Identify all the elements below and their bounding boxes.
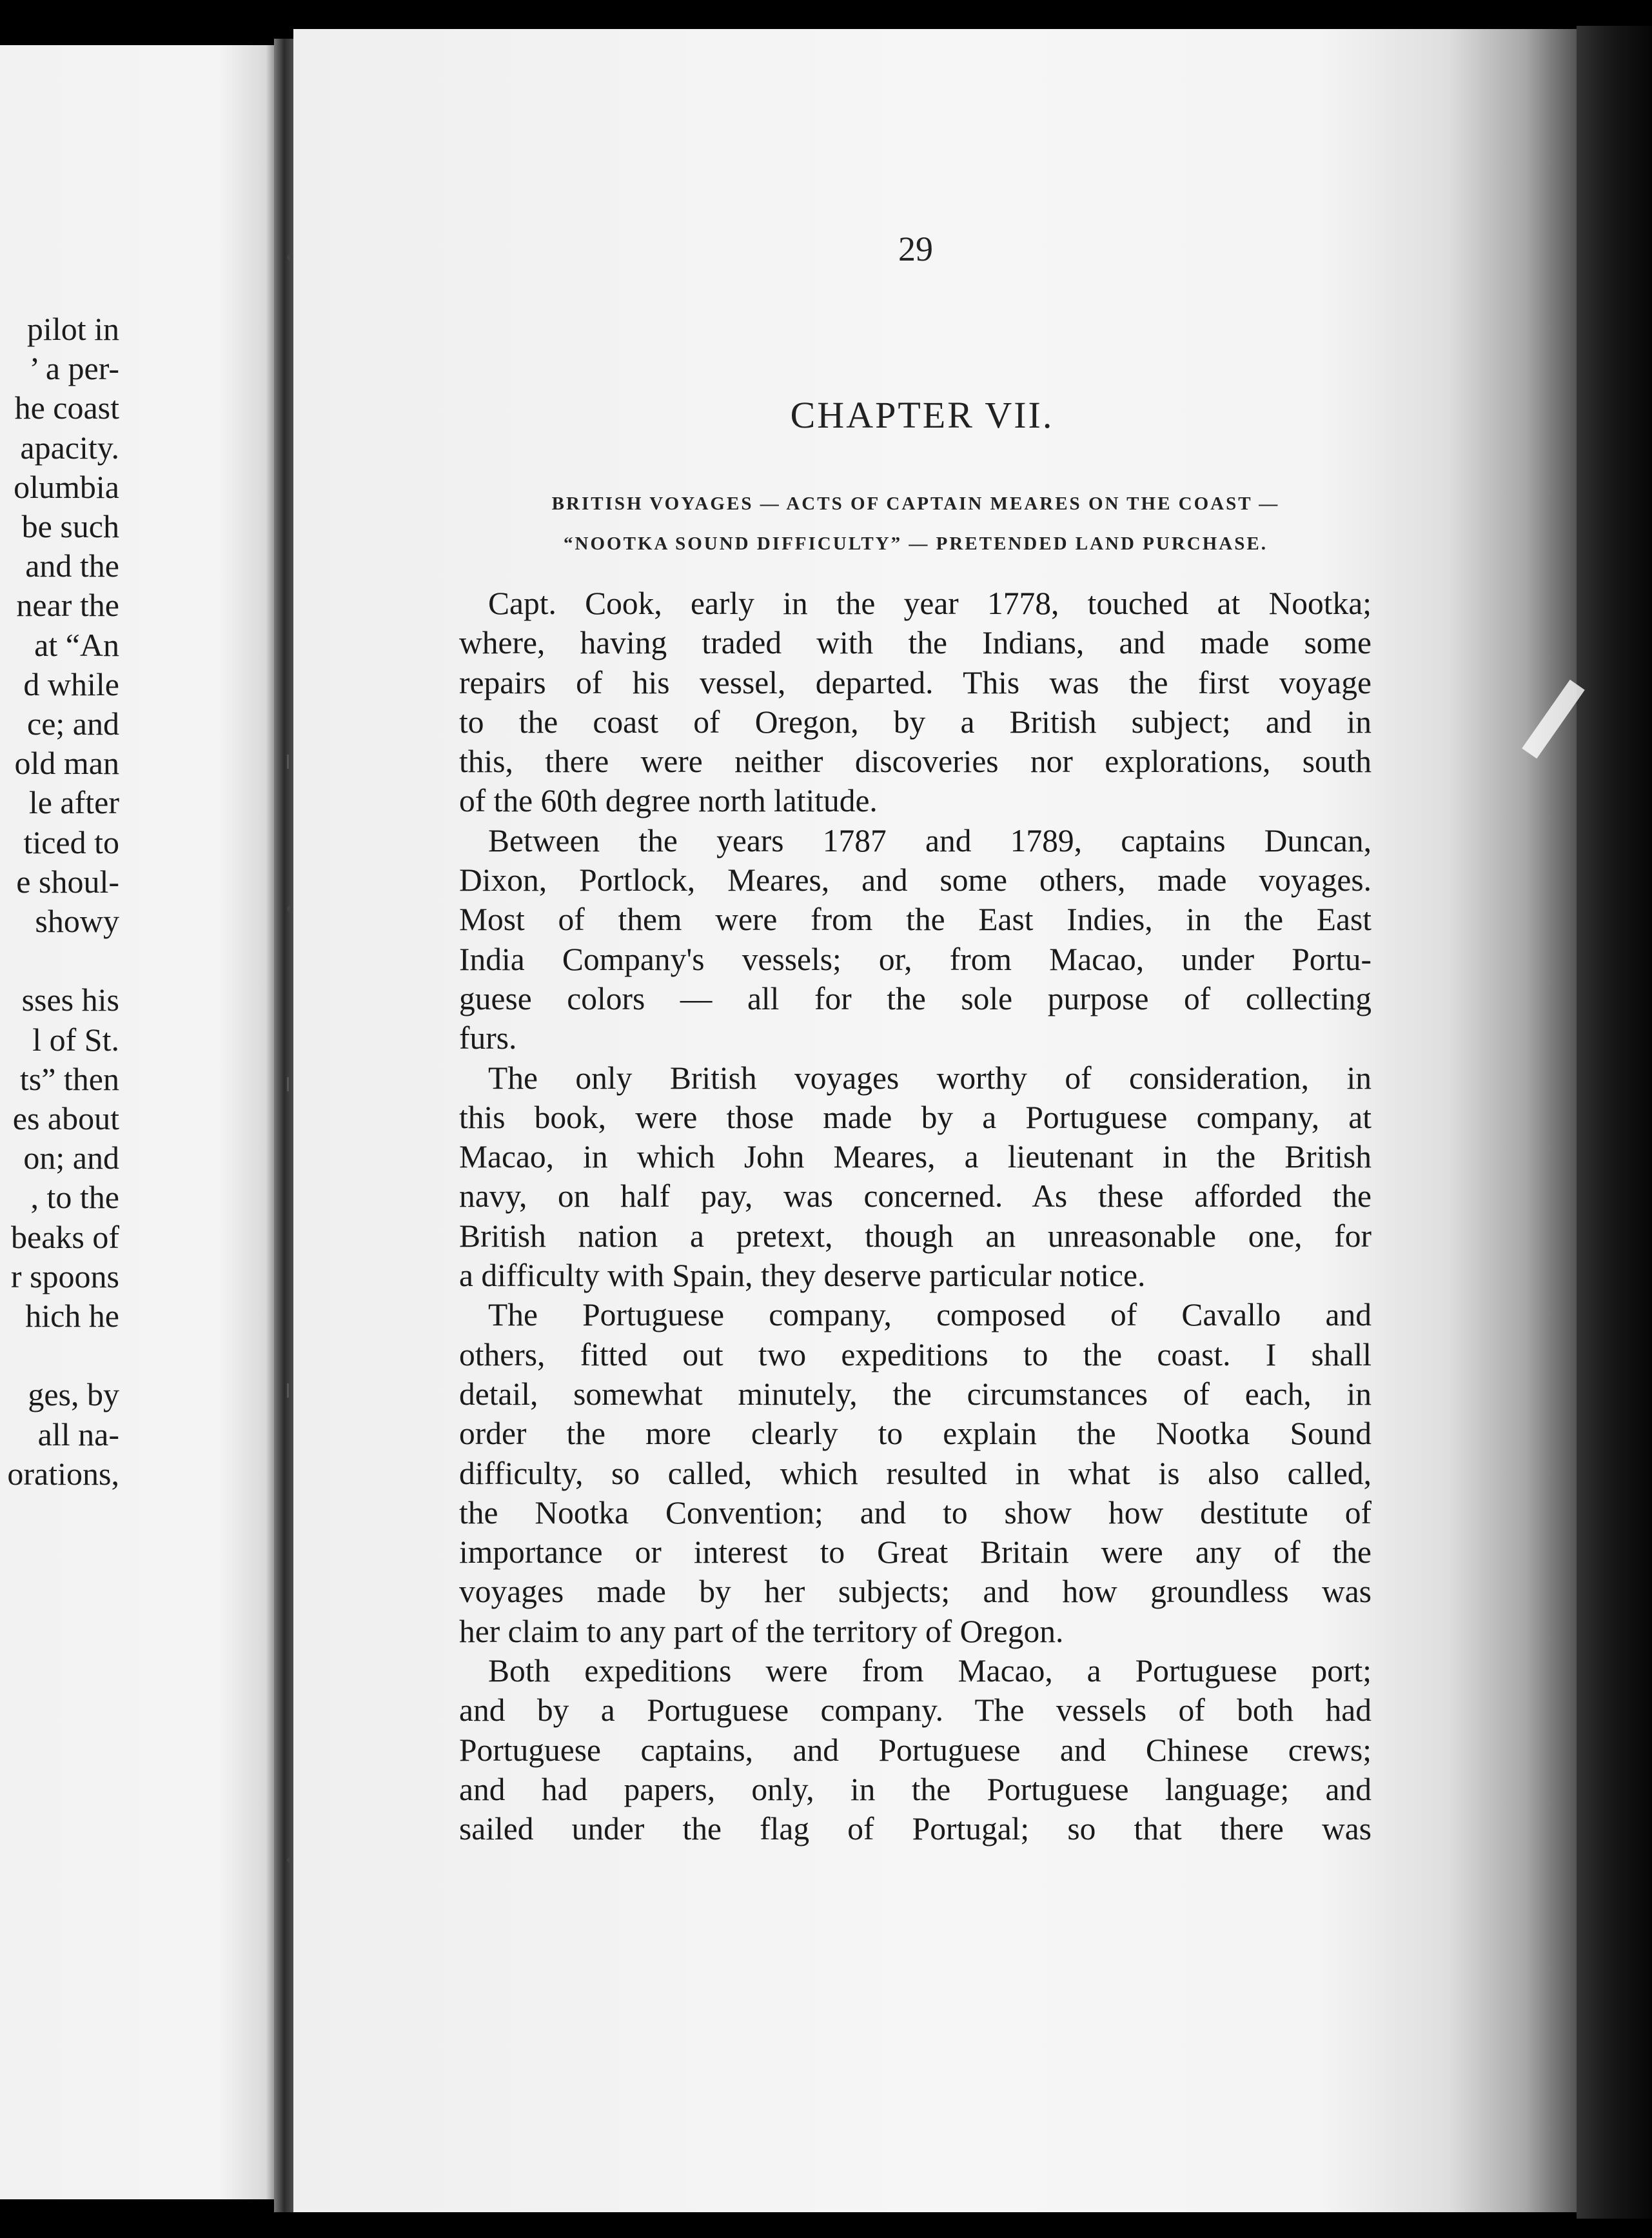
- margin-speck: [287, 255, 292, 260]
- left-line: near the: [16, 587, 119, 624]
- left-line: ’ a per-: [29, 350, 119, 387]
- text-line: to the coast of Oregon, by a British subject; and in: [459, 704, 1372, 740]
- text-line: importance or interest to Great Britain were any of the: [459, 1534, 1372, 1570]
- chapter-synopsis-line-1: BRITISH VOYAGES — ACTS OF CAPTAIN MEARES ON THE COAST —: [551, 493, 1280, 514]
- left-line: hich he: [25, 1298, 119, 1334]
- text-line: The only British voyages worthy of consideration, in: [488, 1060, 1372, 1096]
- text-line: India Company's vessels; or, from Macao, under Portu-: [459, 941, 1372, 977]
- text-line: voyages made by her subjects; and how groundless was: [459, 1574, 1372, 1610]
- text-line: detail, somewhat minutely, the circumstances of each, in: [459, 1376, 1372, 1412]
- left-page-text: [0, 310, 123, 1494]
- left-line: old man: [14, 745, 119, 782]
- left-line: e shoul-: [16, 863, 119, 900]
- left-line: apacity.: [20, 429, 119, 466]
- text-line: this, there were neither discoveries nor explorations, south: [459, 744, 1372, 780]
- left-line: be such: [21, 508, 119, 545]
- text-line: Between the years 1787 and 1789, captains Duncan,: [488, 822, 1372, 858]
- text-line: The Portuguese company, composed of Cavallo and: [488, 1297, 1372, 1333]
- body-text: [459, 584, 1372, 1849]
- text-line: the Nootka Convention; and to show how destitute of: [459, 1494, 1372, 1530]
- left-facing-page: [0, 45, 274, 2199]
- text-line: furs.: [459, 1020, 517, 1056]
- text-line: order the more clearly to explain the Nootka Sound: [459, 1416, 1372, 1452]
- chapter-synopsis-line-2: “NOOTKA SOUND DIFFICULTY” — PRETENDED LAND PURCHASE.: [564, 533, 1268, 554]
- margin-speck: [287, 906, 292, 911]
- left-line: and the: [25, 548, 119, 584]
- left-line: r spoons: [10, 1258, 119, 1294]
- left-line: le after: [28, 784, 119, 821]
- text-line: Capt. Cook, early in the year 1778, touched at Nootka;: [488, 586, 1372, 621]
- left-line: sses his: [21, 982, 119, 1018]
- left-line: on; and: [23, 1140, 119, 1176]
- left-line: [0, 1336, 119, 1375]
- text-line: and by a Portuguese company. The vessels of both had: [459, 1692, 1372, 1728]
- chapter-title: CHAPTER VII.: [790, 394, 1054, 436]
- left-line: [0, 941, 119, 980]
- text-line: guese colors — all for the sole purpose of collecting: [459, 980, 1372, 1016]
- text-line: Most of them were from the East Indies, in the East: [459, 902, 1372, 938]
- page-edge-shadow: [1577, 26, 1652, 2219]
- margin-speck: [287, 1857, 292, 1863]
- page-number: 29: [898, 230, 933, 268]
- left-line: ticed to: [23, 824, 119, 860]
- text-line: this book, were those made by a Portuguese company, at: [459, 1099, 1372, 1135]
- left-line: d while: [23, 666, 119, 702]
- left-line: orations,: [7, 1455, 119, 1492]
- text-line: repairs of his vessel, departed. This was the first voyage: [459, 664, 1372, 700]
- text-line: Macao, in which John Meares, a lieutenant in the British: [459, 1139, 1372, 1175]
- margin-mark: [287, 755, 289, 769]
- left-line: he coast: [14, 390, 119, 426]
- left-line: olumbia: [14, 468, 119, 505]
- left-line: pilot in: [26, 311, 119, 347]
- text-line: British nation a pretext, though an unreasonable one, for: [459, 1218, 1372, 1254]
- left-line: l of St.: [32, 1021, 119, 1058]
- left-line: ce; and: [27, 706, 119, 742]
- text-line: sailed under the flag of Portugal; so that there was: [459, 1811, 1372, 1847]
- left-line: ts” then: [19, 1060, 119, 1097]
- text-line: difficulty, so called, which resulted in what is also called,: [459, 1455, 1372, 1491]
- left-line: , to the: [30, 1179, 119, 1216]
- margin-mark: [287, 1383, 289, 1398]
- text-line: of the 60th degree north latitude.: [459, 783, 878, 819]
- text-line: others, fitted out two expeditions to the coast. I shall: [459, 1336, 1372, 1372]
- left-line: at “An: [34, 626, 119, 663]
- text-line: Both expeditions were from Macao, a Portuguese port;: [488, 1653, 1372, 1689]
- text-line: and had papers, only, in the Portuguese language; and: [459, 1771, 1372, 1807]
- left-line: all na-: [37, 1416, 119, 1452]
- text-line: navy, on half pay, was concerned. As these afforded the: [459, 1178, 1372, 1214]
- margin-mark: [287, 1077, 289, 1091]
- text-line: her claim to any part of the territory of Oregon.: [459, 1613, 1064, 1649]
- text-line: Portuguese captains, and Portuguese and Chinese crews;: [459, 1732, 1372, 1768]
- left-line: showy: [35, 903, 119, 940]
- left-line: ges, by: [28, 1376, 119, 1413]
- left-line: beaks of: [11, 1218, 119, 1255]
- text-line: Dixon, Portlock, Meares, and some others, made voyages.: [459, 862, 1372, 898]
- left-line: es about: [12, 1100, 119, 1137]
- text-line: a difficulty with Spain, they deserve particular notice.: [459, 1258, 1146, 1294]
- text-line: where, having traded with the Indians, and made some: [459, 625, 1372, 661]
